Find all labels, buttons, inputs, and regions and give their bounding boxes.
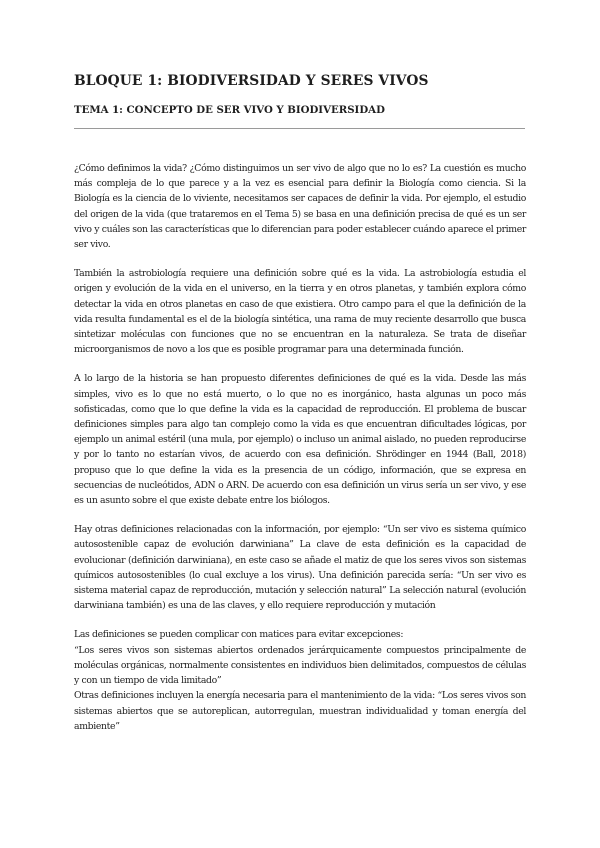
paragraph-quoted-definition: “Los seres vivos son sistemas abiertos ordenados jerárquicamente compuestos principalmente de moléculas orgánicas, normalmente consistentes en individuos bien delimitados, compuestos de células y con un tiempo de vida limitado” bbox=[74, 644, 526, 687]
paragraph-history: A lo largo de la historia se han propuesto diferentes definiciones de qué es la vida. Desde las más simples, vivo es lo que no está muerto, o lo que no es inorgánico, hasta algunas un poco más sofisticadas, como que lo que define la vida es la capacidad de reproducción. El problema de buscar definiciones simples para algo tan complejo como la vida es que encuentran dificultades lógicas, por ejemplo un animal estéril (una mula, por ejemplo) o incluso un animal aislado, no pueden reproducirse y por lo tanto no estarían vivos, de acuerdo con esa definición. Shrödinger en 1944 (Ball, 2018) propuso que lo que define la vida es la presencia de un código, información, que se expresa en secuencias de nucleótidos, ADN o ARN. De acuerdo con esa definición un virus sería un ser vivo, y ese es un asunto sobre el que existe debate entre los biólogos. bbox=[74, 373, 526, 507]
paragraph-intro: ¿Cómo definimos la vida? ¿Cómo distinguimos un ser vivo de algo que no lo es? La cuestión es mucho más compleja de lo que parece y a la vez es esencial para definir la Biología como ciencia. Si la Biología es la ciencia de lo viviente, necesitamos ser capaces de definir la vida. Por ejemplo, el estudio del origen de la vida (que trataremos en el Tema 5) se basa en una definición precisa de qué es un ser vivo y cuáles son las características que lo diferencian para poder establecer cuándo aparece el primer ser vivo. bbox=[74, 163, 526, 251]
paragraph-exceptions-lead: Las definiciones se pueden complicar con matices para evitar excepciones: bbox=[74, 629, 404, 641]
paragraph-astrobiology: También la astrobiología requiere una definición sobre qué es la vida. La astrobiología estudia el origen y evolución de la vida en el universo, en la tierra y en otros planetas, y también explora cómo detectar la vida en otros planetas en caso de que existiera. Otro campo para el que la definición de la vida resulta fundamental es el de la biología sintética, una rama de muy reciente desarrollo que busca sintetizar moléculas con funciones que no se encuentran en la naturaleza. Se trata de diseñar microorganismos de novo a los que es posible programar para una determinada función. bbox=[74, 268, 526, 356]
paragraph-information: Hay otras definiciones relacionadas con la información, por ejemplo: “Un ser vivo es sistema químico autosostenible capaz de evolución darwiniana” La clave de esta definición es la capacidad de evolucionar (definición darwiniana), en este caso se añade el matiz de que los seres vivos son sistemas químicos autosostenibles (lo cual excluye a los virus). Una definición parecida sería: “Un ser vivo es sistema material capaz de reproducción, mutación y selección natural” La selección natural (evolución darwiniana también) es una de las claves, y ello requiere reproducción y mutación bbox=[74, 524, 526, 612]
body-text bbox=[74, 161, 526, 734]
paragraph-energy-definition: Otras definiciones incluyen la energía necesaria para el mantenimiento de la vida: “Los seres vivos son sistemas abiertos que se autoreplican, autorregulan, muestran individualidad y toman energía del ambiente” bbox=[74, 690, 526, 732]
page-title: BLOQUE 1: BIODIVERSIDAD Y SERES VIVOS bbox=[74, 73, 429, 89]
section-title: TEMA 1: CONCEPTO DE SER VIVO Y BIODIVERSIDAD bbox=[74, 104, 385, 116]
title-divider bbox=[74, 128, 525, 129]
